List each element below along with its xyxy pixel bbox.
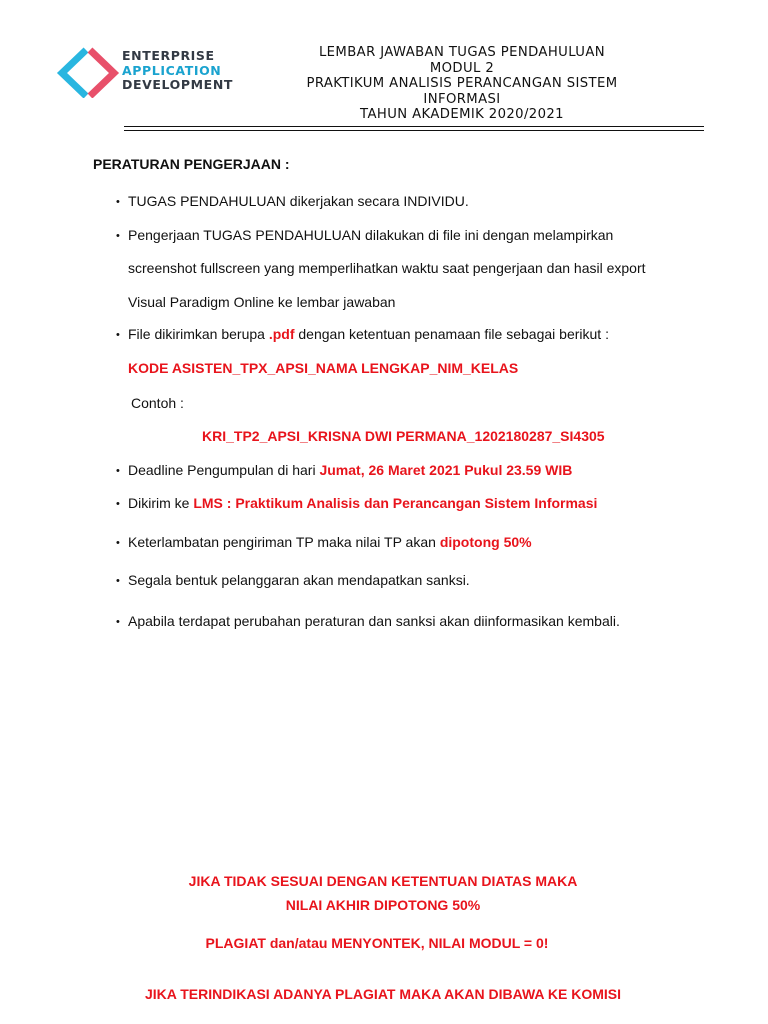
- logo-line-enterprise: ENTERPRISE: [122, 48, 215, 63]
- pdf-emphasis: .pdf: [268, 326, 295, 342]
- rule-deadline: [128, 462, 572, 478]
- header-line-5: TAHUN AKADEMIK 2020/2021: [360, 107, 564, 122]
- rule-individual: TUGAS PENDAHULUAN dikerjakan secara INDIVIDU.: [128, 193, 469, 209]
- warning-plagiarism: PLAGIAT dan/atau MENYONTEK, NILAI MODUL = 0!: [205, 935, 549, 951]
- header-line-2: MODUL 2: [429, 60, 495, 76]
- warning-commission: JIKA TERINDIKASI ADANYA PLAGIAT MAKA AKAN DIBAWA KE KOMISI: [144, 986, 621, 1002]
- example-label: Contoh :: [131, 395, 184, 411]
- header-line-3: PRAKTIKUM ANALISIS PERANCANGAN SISTEM: [306, 76, 618, 91]
- bullet: •: [116, 616, 120, 628]
- warning-mismatch-line-2: NILAI AKHIR DIPOTONG 50%: [285, 897, 481, 913]
- rule-submit-pre: Dikirim ke: [128, 495, 194, 511]
- rule-sanction: Segala bentuk pelanggaran akan mendapatkan sanksi.: [128, 572, 470, 588]
- bullet: •: [116, 537, 120, 549]
- filename-format: KODE ASISTEN_TPX_APSI_NAMA LENGKAP_NIM_KELAS: [128, 360, 519, 376]
- rule-screenshot-line-1: Pengerjaan TUGAS PENDAHULUAN dilakukan di file ini dengan melampirkan: [128, 227, 614, 243]
- penalty-emphasis: dipotong 50%: [439, 534, 532, 550]
- bullet: •: [116, 196, 120, 208]
- rule-deadline-pre: Deadline Pengumpulan di hari: [128, 462, 320, 478]
- rule-late-penalty: [128, 534, 532, 550]
- logo-wordmark: [122, 49, 233, 93]
- lms-emphasis: LMS : Praktikum Analisis dan Perancangan Sistem Informasi: [193, 495, 598, 511]
- rule-late-pre: Keterlambatan pengiriman TP maka nilai TP akan: [128, 534, 440, 550]
- bullet: •: [116, 329, 120, 341]
- logo-line-development: DEVELOPMENT: [122, 77, 234, 92]
- rule-screenshot-line-2: screenshot fullscreen yang memperlihatkan waktu saat pengerjaan dan hasil export: [128, 260, 646, 276]
- logo-line-application: APPLICATION: [122, 62, 222, 78]
- bullet: •: [116, 575, 120, 587]
- rule-submit-lms: [128, 495, 597, 511]
- bullet: •: [116, 230, 120, 242]
- warning-mismatch-line-1: JIKA TIDAK SESUAI DENGAN KETENTUAN DIATAS MAKA: [188, 873, 578, 889]
- header-divider-bottom: [124, 130, 704, 131]
- diamond-logo-icon: [62, 48, 114, 96]
- rule-file-format: [128, 326, 609, 342]
- bullet: •: [116, 465, 120, 477]
- document-header: [272, 45, 652, 123]
- bullet: •: [116, 498, 120, 510]
- rule-file-format-post: dengan ketentuan penamaan file sebagai berikut :: [294, 326, 609, 342]
- rule-file-format-pre: File dikirimkan berupa: [128, 326, 269, 342]
- section-title: PERATURAN PENGERJAAN :: [93, 156, 290, 172]
- deadline-emphasis: Jumat, 26 Maret 2021 Pukul 23.59 WIB: [319, 462, 573, 478]
- rule-changes: Apabila terdapat perubahan peraturan dan sanksi akan diinformasikan kembali.: [128, 613, 620, 629]
- filename-example: KRI_TP2_APSI_KRISNA DWI PERMANA_1202180287_SI4305: [202, 428, 605, 444]
- rule-screenshot-line-3: Visual Paradigm Online ke lembar jawaban: [128, 294, 396, 310]
- header-divider-top: [124, 126, 704, 127]
- header-line-1: LEMBAR JAWABAN TUGAS PENDAHULUAN: [318, 45, 606, 60]
- header-line-4: INFORMASI: [423, 91, 501, 107]
